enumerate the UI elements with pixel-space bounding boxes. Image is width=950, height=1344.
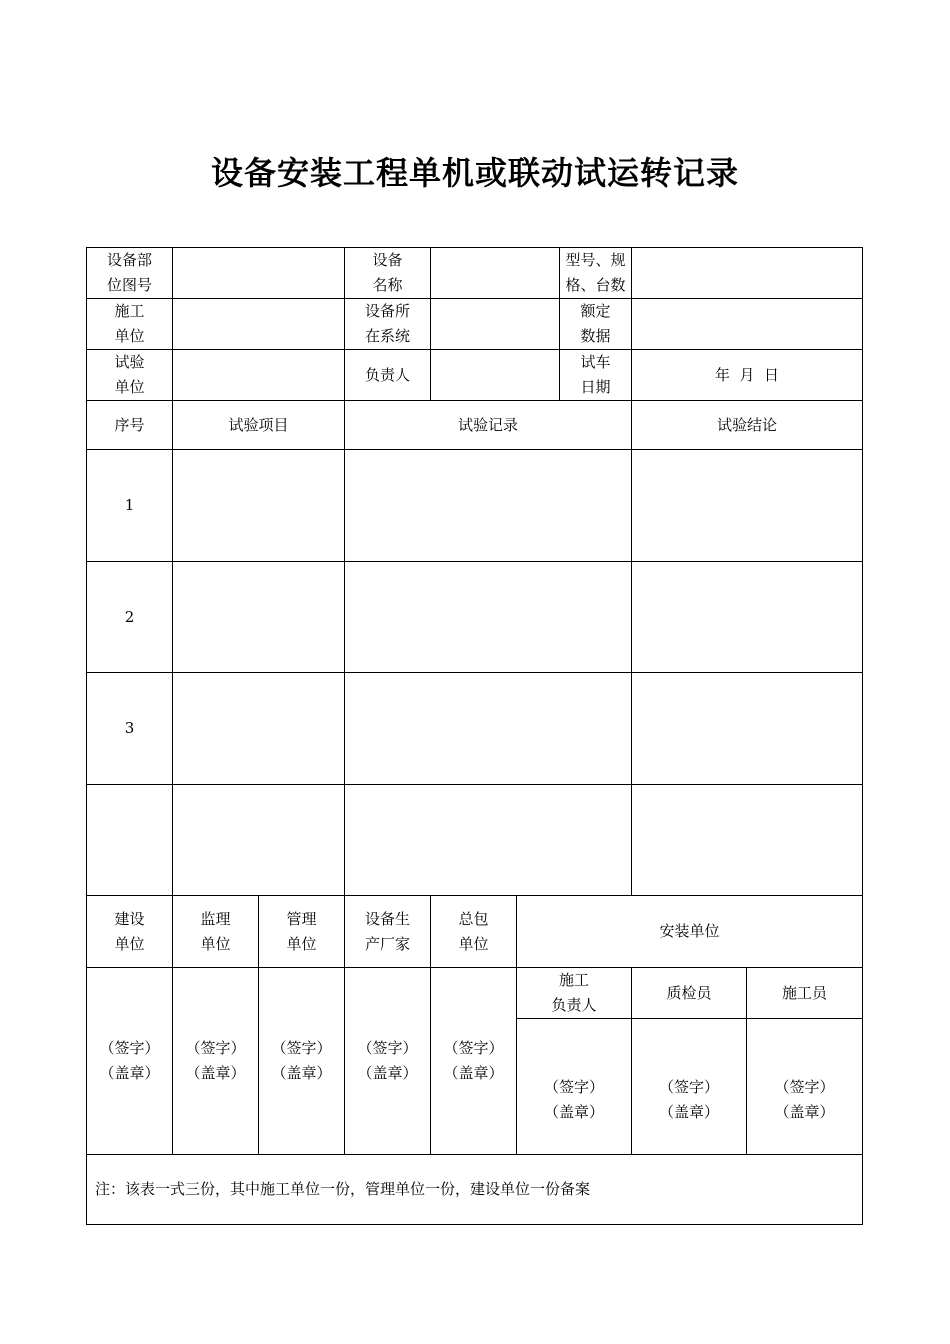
row-conclusion-cell[interactable] <box>632 562 863 673</box>
construction-unit-label: 施工 单位 <box>87 299 173 350</box>
row-record-cell[interactable] <box>345 562 632 673</box>
trial-run-record-table <box>86 247 863 1225</box>
manufacturer-signature-cell[interactable]: （签字） （盖章） <box>345 968 431 1155</box>
supervisor-signature-cell[interactable]: （签字） （盖章） <box>173 968 259 1155</box>
installer-unit-label: 安装单位 <box>517 896 863 968</box>
construction-unit-value[interactable] <box>173 299 345 350</box>
equipment-location-label: 设备部 位图号 <box>87 248 173 299</box>
row-conclusion-cell[interactable] <box>632 673 863 785</box>
table-row <box>87 785 863 896</box>
row-seq: 3 <box>87 673 173 785</box>
general-contractor-label: 总包 单位 <box>431 896 517 968</box>
system-label: 设备所 在系统 <box>345 299 431 350</box>
test-unit-value[interactable] <box>173 350 345 401</box>
row-seq: 1 <box>87 450 173 562</box>
owner-signature-cell[interactable]: （签字） （盖章） <box>87 968 173 1155</box>
row-seq <box>87 785 173 896</box>
column-conclusion: 试验结论 <box>632 401 863 450</box>
installer-lead-signature-cell[interactable]: （签字） （盖章） <box>517 1019 632 1155</box>
installer-lead-label: 施工 负责人 <box>517 968 632 1019</box>
model-spec-label: 型号、规 格、台数 <box>560 248 632 299</box>
row-item-cell[interactable] <box>173 673 345 785</box>
table-row <box>87 673 863 785</box>
column-record: 试验记录 <box>345 401 632 450</box>
worker-label: 施工员 <box>747 968 863 1019</box>
rated-data-value[interactable] <box>632 299 863 350</box>
rated-data-label: 额定 数据 <box>560 299 632 350</box>
row-item-cell[interactable] <box>173 450 345 562</box>
column-seq: 序号 <box>87 401 173 450</box>
row-seq: 2 <box>87 562 173 673</box>
management-unit-label: 管理 单位 <box>259 896 345 968</box>
row-item-cell[interactable] <box>173 785 345 896</box>
inspector-label: 质检员 <box>632 968 747 1019</box>
test-date-label: 试车 日期 <box>560 350 632 401</box>
management-signature-cell[interactable]: （签字） （盖章） <box>259 968 345 1155</box>
row-conclusion-cell[interactable] <box>632 785 863 896</box>
inspector-signature-cell[interactable]: （签字） （盖章） <box>632 1019 747 1155</box>
test-unit-label: 试验 单位 <box>87 350 173 401</box>
row-record-cell[interactable] <box>345 673 632 785</box>
column-item: 试验项目 <box>173 401 345 450</box>
page-title: 设备安装工程单机或联动试运转记录 <box>210 154 739 192</box>
footnote: 注：该表一式三份，其中施工单位一份，管理单位一份，建设单位一份备案 <box>87 1155 863 1225</box>
model-spec-value[interactable] <box>632 248 863 299</box>
owner-unit-label: 建设 单位 <box>87 896 173 968</box>
equipment-location-value[interactable] <box>173 248 345 299</box>
row-conclusion-cell[interactable] <box>632 450 863 562</box>
table-row <box>87 450 863 562</box>
test-date-value[interactable]: 年 月 日 <box>632 350 863 401</box>
row-record-cell[interactable] <box>345 785 632 896</box>
row-record-cell[interactable] <box>345 450 632 562</box>
manufacturer-label: 设备生 产厂家 <box>345 896 431 968</box>
row-item-cell[interactable] <box>173 562 345 673</box>
responsible-value[interactable] <box>431 350 560 401</box>
table-row <box>87 562 863 673</box>
equipment-name-label: 设备 名称 <box>345 248 431 299</box>
responsible-label: 负责人 <box>345 350 431 401</box>
supervisor-unit-label: 监理 单位 <box>173 896 259 968</box>
general-contractor-signature-cell[interactable]: （签字） （盖章） <box>431 968 517 1155</box>
system-value[interactable] <box>431 299 560 350</box>
worker-signature-cell[interactable]: （签字） （盖章） <box>747 1019 863 1155</box>
equipment-name-value[interactable] <box>431 248 560 299</box>
